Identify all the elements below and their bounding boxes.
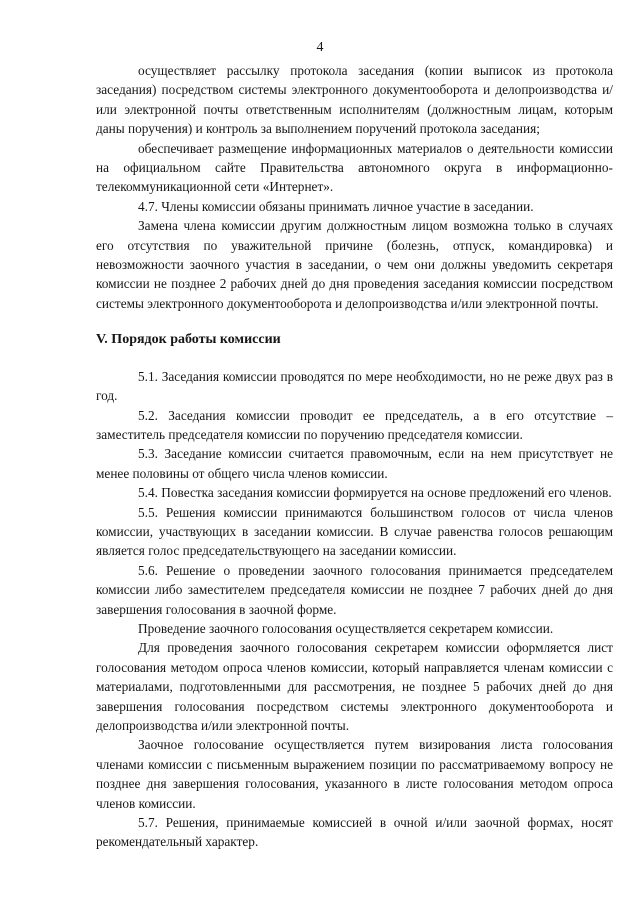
paragraph-mailing: осуществляет рассылку протокола заседания (копии выписок из протокола заседания) посредством системы электронного документооборота и делопроизводства и/или электронной почты ответственным исполнителям (должностным лицам, которым даны поручения) и контроль за выполнением поручений протокола заседания;	[96, 63, 613, 137]
paragraph-5-5: 5.5. Решения комиссии принимаются большинством голосов от числа членов комиссии, участвующих в заседании комиссии. В случае равенства голосов решающим является голос председательствующего на заседании комиссии.	[96, 504, 613, 559]
paragraph-4-7: 4.7. Члены комиссии обязаны принимать личное участие в заседании.	[138, 198, 534, 214]
section-heading: V. Порядок работы комиссии	[96, 332, 281, 348]
paragraph-5-6: 5.6. Решение о проведении заочного голосования принимается председателем комиссии либо заместителем председателя комиссии не позднее 7 рабочих дней до дня завершения голосования в заочной форме.	[96, 562, 613, 617]
paragraph-publication: обеспечивает размещение информационных материалов о деятельности комиссии на официальном сайте Правительства автономного округа в информационно-телекоммуникационной сети «Интернет».	[96, 140, 613, 195]
paragraph-5-1: 5.1. Заседания комиссии проводятся по мере необходимости, но не реже двух раз в год.	[96, 368, 613, 404]
paragraph-replacement: Замена члена комиссии другим должностным лицом возможна только в случаях его отсутствия по уважительной причине (болезнь, отпуск, командировка) и невозможности заочного участия в заседании, о чем они должны уведомить секретаря комиссии не позднее 2 рабочих дней до дня проведения заседания комиссии посредством системы электронного документооборота и делопроизводства и/или электронной почты.	[96, 218, 613, 311]
paragraph-absentee-vote: Заочное голосование осуществляется путем визирования листа голосования членами комиссии с письменным выражением позиции по рассматриваемому вопросу не позднее дня завершения голосования, указанного в листе голосования методом опроса членов комиссии.	[96, 737, 613, 811]
paragraph-5-3: 5.3. Заседание комиссии считается правомочным, если на нем присутствует не менее половины от общего числа членов комиссии.	[96, 446, 613, 481]
paragraph-5-7: 5.7. Решения, принимаемые комиссией в очной и/или заочной формах, носят рекомендательный характер.	[96, 815, 613, 850]
paragraph-5-2: 5.2. Заседания комиссии проводит ее председатель, а в его отсутствие – заместитель председателя комиссии по поручению председателя комиссии.	[96, 407, 613, 442]
document-body	[96, 61, 613, 852]
paragraph-5-4: 5.4. Повестка заседания комиссии формируется на основе предложений его членов.	[138, 485, 612, 501]
paragraph-absentee-sheet: Для проведения заочного голосования секретарем комиссии оформляется лист голосования методом опроса членов комиссии, который направляется членам комиссии с материалами, подготовленными для рассмотрения, не позднее 5 рабочих дней до дня завершения голосования посредством системы электронного документооборота и делопроизводства и/или электронной почты.	[96, 640, 613, 733]
page-number: 4	[316, 40, 324, 55]
paragraph-absentee-secretary: Проведение заочного голосования осуществляется секретарем комиссии.	[138, 620, 554, 636]
